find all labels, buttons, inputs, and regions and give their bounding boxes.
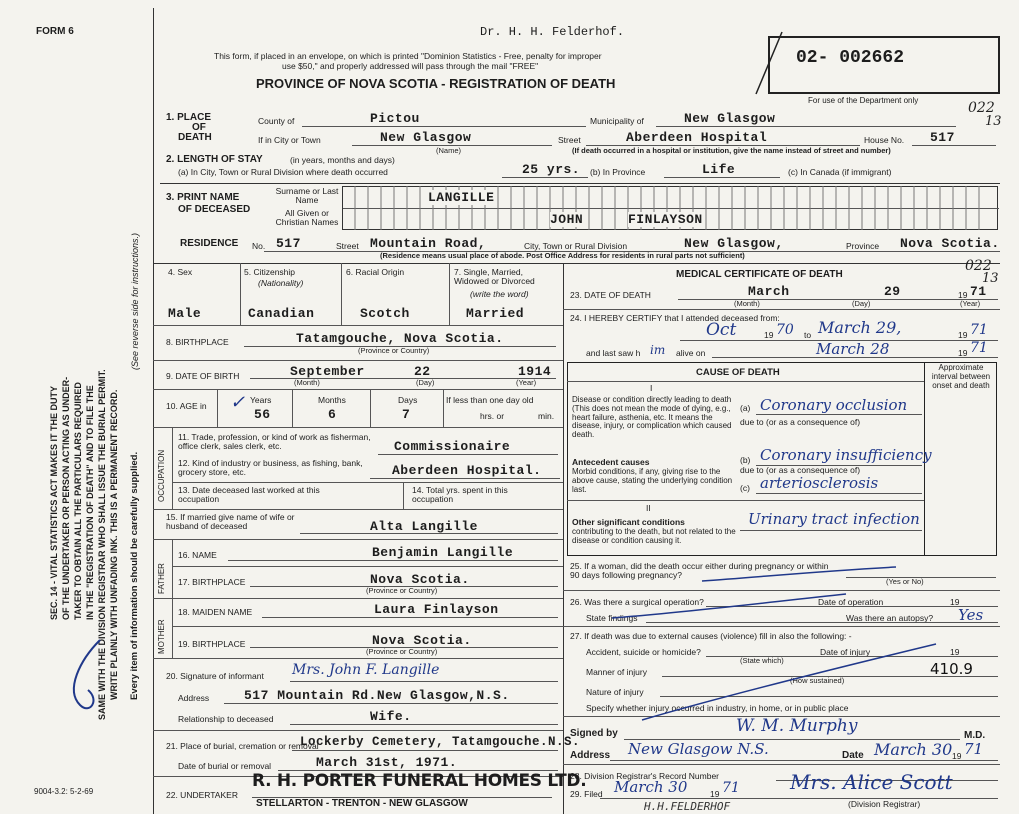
q16-value: Benjamin Langille [372,545,514,560]
given-value-2: FINLAYSON [628,212,703,227]
residence-prov: Nova Scotia. [900,236,1000,251]
dob-day: 22 [414,364,431,379]
q17-sub: (Province or Country) [366,586,438,595]
division-registrar-sub: (Division Registrar) [848,799,921,809]
op-19: 19 [950,597,960,607]
stay-sub: (in years, months and days) [290,155,395,165]
dob-month: September [290,364,365,379]
last-seen-year: 71 [970,340,988,356]
physician-address: New Glasgow N.S. [628,740,769,758]
q16-line [228,560,558,561]
age-div-2 [292,389,293,427]
county-label: County of [258,116,295,126]
last-19: 19 [958,348,968,358]
q17-label: 17. BIRTHPLACE [178,577,246,587]
date-injury-label: Date of injury [820,647,871,657]
q28-label: 28. Division Registrar's Record Number [570,771,720,781]
min-label: min. [538,411,555,421]
form-number: FORM 6 [36,26,74,37]
center-divider [563,263,564,814]
medical-header: MEDICAL CERTIFICATE OF DEATH [676,269,843,280]
county-line [302,126,586,127]
given-label: All Given or Christian Names [275,208,339,228]
q21-label: 21. Place of burial, cremation or removal [166,741,319,751]
cause-b-value: Coronary insufficiency [760,446,932,464]
to-19: 19 [958,330,968,340]
racial-divider [449,263,450,325]
filed-year: 71 [722,780,740,796]
dept-code-4: 13 [982,271,999,286]
city-label: If in City or Town [258,135,321,145]
street-value: Aberdeen Hospital [626,130,768,145]
days-label: Days [398,395,418,405]
dod-month: March [748,284,790,299]
antecedent-label: Antecedent causes [572,457,650,467]
lt1-label: If less than one day old [446,395,534,405]
signed-19: 19 [952,751,962,761]
dept-use-label: For use of the Department only [808,96,919,105]
q15-value: Alta Langille [370,519,478,534]
sex-value: Male [168,306,202,321]
burial-date-label: Date of burial or removal [178,761,272,771]
q20-rel-line [290,724,558,725]
main-left-border [153,8,154,814]
part-2-label: II [646,503,651,513]
other-label: Other significant conditions [572,517,685,527]
side-text-6: WRITE PLAINLY WITH UNFADING INK. THIS IS A PERMANENT RECORD. [109,389,119,700]
dod-year-sub: (Year) [960,299,981,308]
nature-label: Nature of injury [586,687,644,697]
last-seen-date: March 28 [816,340,890,358]
q20-addr-line [224,703,558,704]
attended-from-year: 70 [776,322,794,338]
residence-street-label: Street [336,241,359,251]
q26-strike [610,592,850,622]
dod-19: 19 [958,290,968,300]
part-1-text: Disease or condition directly leading to death (This does not mean the mode of dying, e.g., heart failure, asthenia, etc. It means the disease, injury, or complication which caused death. [572,395,732,440]
md-label: M.D. [964,730,986,741]
residence-city: New Glasgow, [684,236,784,251]
house-line [912,145,996,146]
residence-label: RESIDENCE [180,238,239,249]
q14-label: 14. Total yrs. spent in this occupation [412,485,508,505]
marital-value: Married [466,306,525,321]
surname-label: Surname or Last Name [275,186,339,206]
q12-line [370,478,560,479]
age-years: 56 [254,407,271,422]
cause-header: CAUSE OF DEATH [696,367,780,378]
stay-c-label: (c) In Canada (if immigrant) [788,167,892,177]
autopsy-label: Was there an autopsy? [846,613,934,623]
filed-date: March 30 [614,778,688,796]
divider-14 [153,730,563,731]
dod-month-sub: (Month) [734,299,760,308]
q11-value: Commissionaire [394,439,511,454]
age-days: 7 [402,407,411,422]
place-label: 1. PLACE [166,112,212,123]
q25-strike [700,565,900,585]
cause-c-value: arteriosclerosis [760,474,879,492]
dod-day-sub: (Day) [852,299,871,308]
occupation-side-label: OCCUPATION [157,449,166,502]
address-label: Address [570,750,611,761]
q13-label: 13. Date deceased last worked at this occupation [178,485,320,505]
date-op-label: Date of operation [818,597,884,607]
county-value: Pictou [370,111,420,126]
date-label: Date [842,750,864,761]
q24-label: 24. I HEREBY CERTIFY that I attended deceased from: [570,313,780,323]
occ-side-div [172,427,173,509]
q19-sub: (Province or Country) [366,647,438,656]
q11-label: 11. Trade, profession, or kind of work as fisherman, office clerk, sales clerk, etc. [178,432,371,452]
q20-label: 20. Signature of informant [166,671,264,681]
other-value: Urinary tract infection [748,510,920,528]
manner-label: Manner of injury [586,667,647,677]
q22-line [252,797,552,798]
father-side-label: FATHER [157,563,166,594]
q12-label: 12. Kind of industry or business, as fishing, bank, grocery store, etc. [178,458,363,478]
divider-10 [172,566,563,567]
q15-label: 15. If married give name of wife or husband of deceased [166,512,295,532]
q19-value: Nova Scotia. [372,633,472,648]
divider-7 [172,482,563,483]
accident-label: Accident, suicide or homicide? [586,647,701,657]
q15-line [300,533,558,534]
bracket-mark [752,30,792,100]
residence-note: (Residence means usual place of abode. Post Office Address for residents in rural parts not sufficient) [380,251,745,260]
q21-line [292,750,558,751]
divider-2 [153,263,1000,264]
other-line [740,530,922,531]
q27-label: 27. If death was due to external causes (violence) fill in also the following: - [570,631,852,641]
stay-a-label: (a) In City, Town or Rural Division where death occurred [178,167,388,177]
state-which-sub: (State which) [740,656,784,665]
divider-9 [153,539,563,540]
hospital-note: (If death occurred in a hospital or institution, give the name instead of street and number) [572,146,891,155]
street-label: Street [558,135,581,145]
side-text-2: OF THE UNDERTAKER OR PERSON ACTING AS UNDER- [61,376,71,620]
q20-line [290,681,558,682]
q18-line [262,617,558,618]
surname-value: LANGILLE [428,190,495,205]
residence-city-label: City, Town or Rural Division [524,241,628,251]
from-19: 19 [764,330,774,340]
dod-year: 71 [970,284,987,299]
interval-header: Approximate interval between onset and death [931,363,991,390]
part-1-label: I [650,383,653,393]
side-text-4: IN THE "REGISTRATION OF DEATH" AND TO FILE THE [85,385,95,620]
how-sustained-sub: (How sustained) [790,676,845,685]
dob-month-sub: (Month) [294,378,320,387]
specify-label: Specify whether injury occurred in industry, in home, or in public place [586,703,849,713]
cit-divider [341,263,342,325]
years-label: Years [250,395,272,405]
undertaker-address: STELLARTON - TRENTON - NEW GLASGOW [256,798,468,809]
sex-label: 4. Sex [168,267,193,277]
signed-year: 71 [964,740,984,758]
due-to-2: due to (or as a consequence of) [740,465,861,475]
municipality-value: New Glasgow [684,111,776,126]
age-checkmark: ✓ [230,392,246,413]
burial-date: March 31st, 1971. [316,755,458,770]
divider-11 [153,598,563,599]
dob-year-sub: (Year) [516,378,537,387]
divider-r2 [563,590,1000,591]
citizenship-value: Canadian [248,306,315,321]
side-text-3: TAKER TO OBTAIN ALL THE PARTICULARS REQUIRED [73,382,83,620]
age-div-3 [370,389,371,427]
q19-label: 19. BIRTHPLACE [178,639,246,649]
citizenship-sub: (Nationality) [258,278,304,288]
divider-13 [153,658,563,659]
relationship-label: Relationship to deceased [178,714,274,724]
hrs-label: hrs. or [480,411,505,421]
registration-number: 02- 002662 [796,48,905,68]
side-text-1: SEC. 14 - VITAL STATISTICS ACT MAKES IT THE DUTY [49,385,59,620]
felderhof-stamp: H.H.FELDERHOF [644,800,731,813]
q12-value: Aberdeen Hospital. [392,463,542,478]
other-text: contributing to the death, but not related to the disease or condition causing it. [572,527,736,545]
q18-label: 18. MAIDEN NAME [178,607,253,617]
marital-sub: (write the word) [470,289,529,299]
given-value-1: JOHN [550,212,584,227]
part-2-line [567,500,924,501]
dept-code-1: 022 [968,100,995,116]
form-title: PROVINCE OF NOVA SCOTIA - REGISTRATION OF DEATH [256,76,616,91]
months-label: Months [318,395,346,405]
side-text-7: Every item of information should be carefully supplied. [129,451,140,700]
cause-a-value: Coronary occlusion [760,396,908,414]
q26-label: 26. Was there a surgical operation? [570,597,704,607]
registrar-stamp: Dr. H. H. Felderhof. [480,25,625,39]
age-div-4 [443,389,444,427]
cause-header-line [567,381,924,382]
divider-12 [172,626,563,627]
q29-line [600,798,998,799]
alive-on-label: alive on [676,348,706,358]
divider-5 [153,389,563,390]
place-death: DEATH [178,132,212,143]
inj-19: 19 [950,647,960,657]
stay-b-label: (b) In Province [590,167,646,177]
informant-signature: Mrs. John F. Langille [292,662,440,678]
sex-divider [240,263,241,325]
stay-label: 2. LENGTH OF STAY [166,154,263,165]
q11-line [378,454,558,455]
divider-4 [153,360,563,361]
envelope-note-1: This form, if placed in an envelope, on which is printed "Dominion Statistics - Free, penalty for improper [214,51,602,61]
q29-label: 29. Filed [570,789,603,799]
registration-number-box [768,36,1000,94]
racial-value: Scotch [360,306,410,321]
age-div-1 [217,389,218,427]
informant-address-label: Address [178,693,210,703]
q22-label: 22. UNDERTAKER [166,790,238,800]
dob-label: 9. DATE OF BIRTH [166,371,240,381]
last-seen-him: im [650,343,666,357]
stay-a-line [502,177,588,178]
divider-r1 [563,309,1000,310]
attended-from-month: Oct [706,320,737,340]
name-label-2: OF DECEASED [178,204,251,215]
divider-6 [153,427,563,428]
residence-no: 517 [276,236,301,251]
q13-div [403,482,404,509]
dod-day: 29 [884,284,901,299]
envelope-note-2: use $50," and properly addressed will pass through the mail "FREE" [282,61,539,71]
margin-scribble [60,630,130,720]
q25-sub: (Yes or No) [886,577,924,586]
municipality-label: Municipality of [590,116,644,126]
dob-year: 1914 [518,364,552,379]
q26-line-2 [646,622,998,623]
house-label: House No. [864,135,905,145]
mother-side-label: MOTHER [157,619,166,654]
q23-label: 23. DATE OF DEATH [570,290,651,300]
dob-day-sub: (Day) [416,378,435,387]
stay-b-line [664,177,780,178]
q17-value: Nova Scotia. [370,572,470,587]
municipality-line [656,126,956,127]
birthplace-label: 8. BIRTHPLACE [166,337,229,347]
dept-code-2: 13 [985,114,1002,129]
cause-a-line [756,414,922,415]
antecedent-text: Morbid conditions, if any, giving rise to the above cause, stating the underlying condition last. [572,467,733,494]
name-sub: (Name) [436,146,462,155]
cause-c-label: (c) [740,483,750,493]
undertaker-stamp: R. H. PORTER FUNERAL HOMES LTD. [252,771,587,791]
physician-signature: W. M. Murphy [736,716,858,736]
racial-label: 6. Racial Origin [346,267,405,277]
cause-a-label: (a) [740,403,751,413]
divider-r5 [563,764,1000,765]
birthplace-value: Tatamgouche, Nova Scotia. [296,331,504,346]
city-value: New Glasgow [380,130,472,145]
citizenship-label: 5. Citizenship [244,267,296,277]
filed-19: 19 [710,789,720,799]
stay-a-value: 25 yrs. [522,162,581,177]
divider-1 [160,183,1000,184]
divider-8 [153,509,563,510]
signed-date: March 30 [874,740,953,759]
print-code: 9004-3.2: 5-2-69 [34,787,94,796]
cause-b-label: (b) [740,455,751,465]
address-line [610,760,998,761]
cause-c-line [756,493,922,494]
informant-address: 517 Mountain Rd.New Glasgow,N.S. [244,688,510,703]
relationship-value: Wife. [370,709,412,724]
q25-label: 25. If a woman, did the death occur either during pregnancy or within 90 days following pregnancy? [570,561,829,581]
residence-street: Mountain Road, [370,236,487,251]
divider-r3 [563,626,1000,627]
divider-3 [153,325,563,326]
house-value: 517 [930,130,955,145]
q16-label: 16. NAME [178,550,217,560]
age-label: 10. AGE in [166,401,207,411]
name-label-1: 3. PRINT NAME [166,192,240,203]
registrar-signature: Mrs. Alice Scott [790,770,953,794]
due-to-1: due to (or as a consequence of) [740,417,861,427]
burial-place: Lockerby Cemetery, Tatamgouche.N.S. [300,735,581,749]
q27-strike [640,642,940,722]
attended-to: March 29, [818,318,902,337]
q18-value: Laura Finlayson [374,602,499,617]
marital-label: 7. Single, Married, Widowed or Divorced [454,267,535,287]
side-text-5: SAME WITH THE DIVISION REGISTRAR WHO SHALL ISSUE THE BURIAL PERMIT. [97,369,107,720]
icd-code: 410.9 [930,660,973,678]
residence-prov-label: Province [846,241,880,251]
residence-no-label: No. [252,241,266,251]
last-seen-label: and last saw h [586,348,641,358]
age-months: 6 [328,407,337,422]
side-text-8: (See reverse side for instructions.) [130,232,140,370]
signed-by-label: Signed by [570,728,618,739]
birthplace-sub: (Province or Country) [358,346,430,355]
q24-line-2 [712,357,998,358]
attended-to-year: 71 [970,322,988,338]
to-label: to [804,330,812,340]
q23-line [678,299,998,300]
place-of: OF [192,122,206,133]
stay-b-value: Life [702,162,736,177]
state-findings-label: State findings [586,613,638,623]
dept-code-3: 022 [965,258,992,274]
autopsy-value: Yes [958,606,984,624]
